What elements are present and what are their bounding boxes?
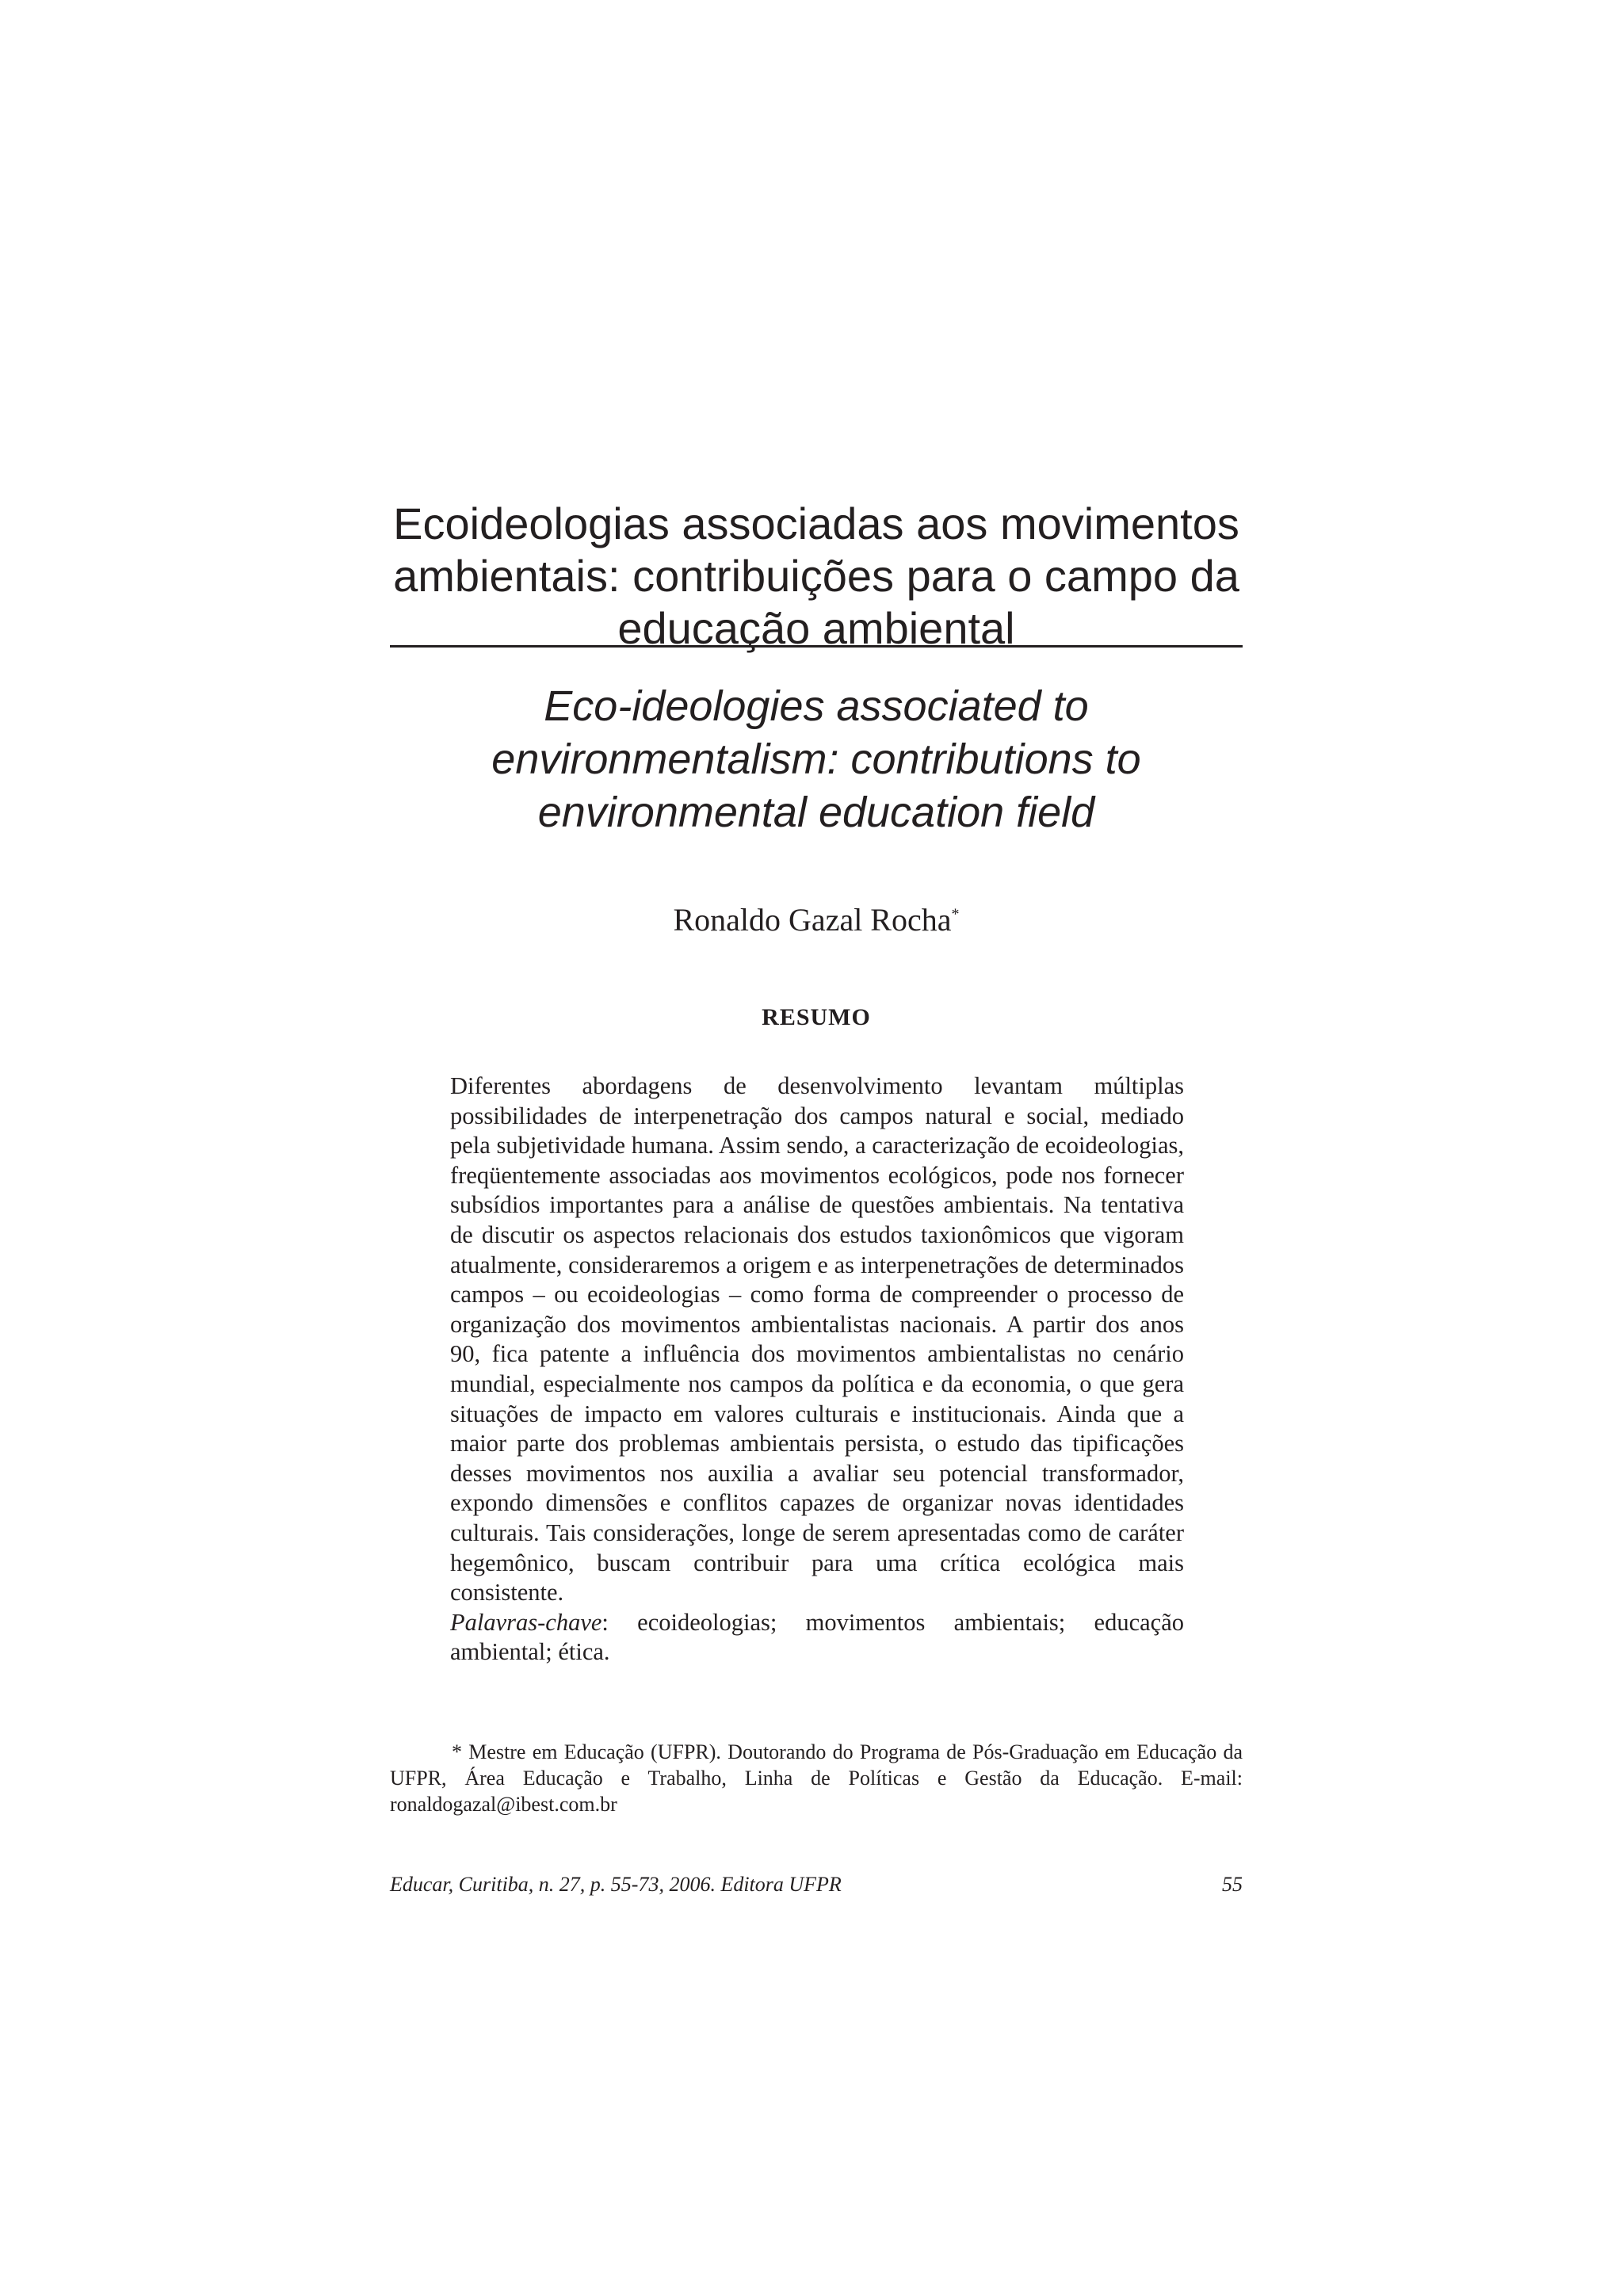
running-footer <box>390 1872 1243 1897</box>
abstract-body: Diferentes abordagens de desenvolvimento levantam múltiplas possibilidades de interpenetração dos campos natural e social, mediado pela subjetividade humana. Assim sendo, a caracterização de ecoideologias, freqüentemente associadas aos movimentos ecológicos, pode nos fornecer subsídios importantes para a análise de questões ambientais. Na tentativa de discutir os aspectos relacionais dos estudos taxionômicos que vigoram atualmente, consideraremos a origem e as interpenetrações de determinados campos – ou ecoideologias – como forma de compreender o processo de organização dos movimentos ambientalistas nacionais. A partir dos anos 90, fica patente a influência dos movimentos ambientalistas no cenário mundial, especialmente nos campos da política e da economia, o que gera situações de impacto em valores culturais e institucionais. Ainda que a maior parte dos problemas ambientais persista, o estudo das tipificações desses movimentos nos auxilia a avaliar seu potencial transformador, expondo dimensões e conflitos capazes de organizar novas identidades culturais. Tais considerações, longe de serem apresentadas como de caráter hegemônico, buscam contribuir para uma crítica ecológica mais consistente. <box>450 1072 1184 1606</box>
title-en-line-1: Eco-ideologies associated to <box>544 682 1089 730</box>
title-pt-line-3: educação ambiental <box>617 603 1015 653</box>
title-en-line-2: environmentalism: contributions to <box>491 735 1141 783</box>
abstract-heading: RESUMO <box>762 1004 871 1030</box>
title-divider-rule <box>390 645 1243 648</box>
keywords-text: : ecoideologias; movimentos ambientais; educação ambiental; ética. <box>450 1608 1184 1666</box>
title-portuguese <box>390 498 1243 655</box>
footnote-text: * Mestre em Educação (UFPR). Doutorando do Programa de Pós-Graduação em Educação da UFPR, Área Educação e Trabalho, Linha de Políticas e Gestão da Educação. E-mail: ronaldogazal@ibest.com.br <box>390 1740 1243 1816</box>
author-name: Ronaldo Gazal Rocha <box>673 902 952 938</box>
author-line <box>390 900 1243 940</box>
title-pt-line-2: ambientais: contribuições para o campo da <box>393 551 1239 601</box>
abstract-block <box>450 1072 1184 1668</box>
author-footnote-mark: * <box>951 905 960 923</box>
page-number: 55 <box>1222 1873 1243 1896</box>
title-en-line-3: environmental education field <box>537 789 1095 836</box>
keywords-line <box>450 1608 1184 1668</box>
footer-citation: Educar, Curitiba, n. 27, p. 55-73, 2006. Editora UFPR <box>390 1873 842 1896</box>
keywords-label: Palavras-chave <box>450 1608 602 1636</box>
title-english <box>390 680 1243 839</box>
title-pt-line-1: Ecoideologias associadas aos movimentos <box>393 499 1239 548</box>
author-footnote <box>390 1739 1243 1817</box>
